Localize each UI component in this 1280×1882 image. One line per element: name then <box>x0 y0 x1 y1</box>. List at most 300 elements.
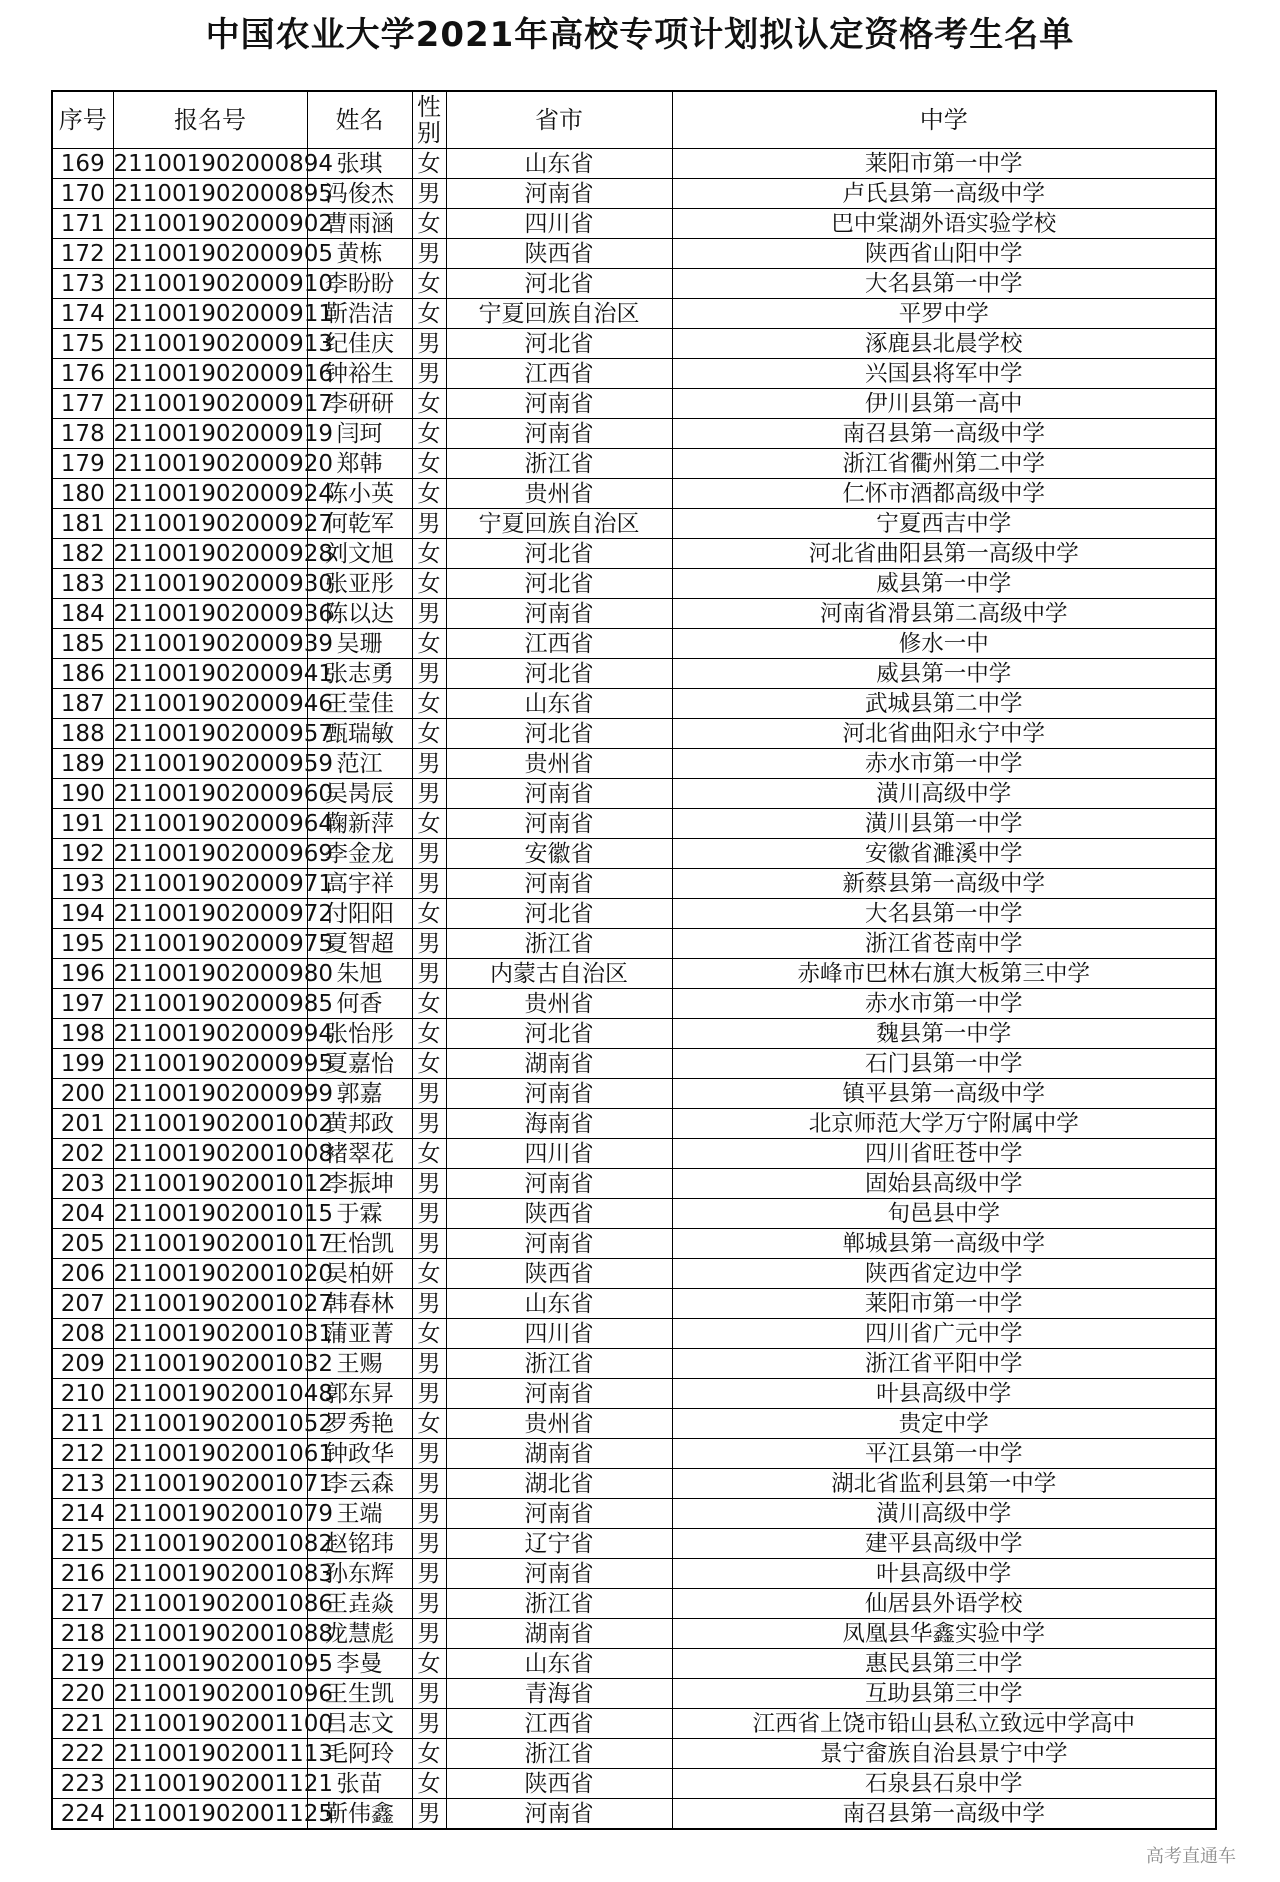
cell-index: 176 <box>52 359 113 389</box>
table-row <box>52 1769 1216 1799</box>
cell-school: 河北省曲阳永宁中学 <box>672 719 1216 749</box>
table-row <box>52 1049 1216 1079</box>
cell-province: 江西省 <box>446 1709 672 1739</box>
cell-reg-no: 211001902000972 <box>113 900 333 927</box>
cell-gender: 女 <box>412 1319 446 1349</box>
cell-province: 浙江省 <box>446 1739 672 1769</box>
cell-gender: 女 <box>412 269 446 299</box>
cell-school: 石泉县石泉中学 <box>672 1769 1216 1799</box>
header-name: 姓名 <box>307 91 412 149</box>
table-row <box>52 1439 1216 1469</box>
cell-index: 174 <box>52 299 113 329</box>
table-row <box>52 899 1216 929</box>
cell-school: 仙居县外语学校 <box>672 1589 1216 1619</box>
table-row <box>52 1409 1216 1439</box>
table-row <box>52 689 1216 719</box>
table-row <box>52 479 1216 509</box>
cell-province: 河南省 <box>446 809 672 839</box>
table-row <box>52 1139 1216 1169</box>
cell-reg-no: 211001902000924 <box>113 480 333 507</box>
cell-gender: 男 <box>412 1559 446 1589</box>
cell-school: 魏县第一中学 <box>672 1019 1216 1049</box>
cell-name: 张苗 <box>307 1769 412 1799</box>
cell-index: 193 <box>52 869 113 899</box>
cell-reg-no: 211001902000930 <box>113 570 333 597</box>
cell-school: 固始县高级中学 <box>672 1169 1216 1199</box>
cell-index: 200 <box>52 1079 113 1109</box>
cell-gender: 男 <box>412 359 446 389</box>
table-row <box>52 659 1216 689</box>
cell-gender: 女 <box>412 419 446 449</box>
table-row <box>52 719 1216 749</box>
table-row <box>52 1649 1216 1679</box>
cell-name: 闫珂 <box>307 419 412 449</box>
document-title: 中国农业大学2021年高校专项计划拟认定资格考生名单 <box>205 15 1075 55</box>
cell-index: 199 <box>52 1049 113 1079</box>
cell-school: 江西省上饶市铅山县私立致远中学高中 <box>672 1709 1216 1739</box>
cell-index: 196 <box>52 959 113 989</box>
cell-gender: 男 <box>412 1109 446 1139</box>
cell-gender: 男 <box>412 1589 446 1619</box>
cell-province: 河南省 <box>446 869 672 899</box>
cell-name: 高宇祥 <box>307 869 412 899</box>
cell-school: 惠民县第三中学 <box>672 1649 1216 1679</box>
cell-reg-no: 211001902001032 <box>113 1350 333 1377</box>
cell-province: 湖南省 <box>446 1049 672 1079</box>
table-row <box>52 1229 1216 1259</box>
cell-index: 189 <box>52 749 113 779</box>
cell-index: 223 <box>52 1769 113 1799</box>
cell-province: 河北省 <box>446 1019 672 1049</box>
cell-gender: 女 <box>412 809 446 839</box>
cell-province: 河南省 <box>446 1379 672 1409</box>
cell-school: 大名县第一中学 <box>672 899 1216 929</box>
cell-index: 173 <box>52 269 113 299</box>
table-row <box>52 1619 1216 1649</box>
cell-province: 河北省 <box>446 539 672 569</box>
cell-province: 河北省 <box>446 269 672 299</box>
cell-reg-no: 211001902000936 <box>113 600 333 627</box>
cell-reg-no: 211001902000957 <box>113 720 333 747</box>
cell-province: 河北省 <box>446 719 672 749</box>
cell-name: 张琪 <box>307 149 412 179</box>
cell-index: 212 <box>52 1439 113 1469</box>
table-row <box>52 839 1216 869</box>
cell-index: 177 <box>52 389 113 419</box>
cell-name: 李曼 <box>307 1649 412 1679</box>
cell-name: 李盼盼 <box>307 269 412 299</box>
cell-name: 靳伟鑫 <box>307 1799 412 1830</box>
cell-reg-no: 211001902001008 <box>113 1140 333 1167</box>
cell-province: 河北省 <box>446 329 672 359</box>
cell-province: 山东省 <box>446 1649 672 1679</box>
cell-reg-no: 211001902001113 <box>113 1740 333 1767</box>
cell-school: 潢川高级中学 <box>672 779 1216 809</box>
cell-province: 浙江省 <box>446 1589 672 1619</box>
cell-reg-no: 211001902001052 <box>113 1410 333 1437</box>
header-index: 序号 <box>52 91 113 149</box>
cell-school: 修水一中 <box>672 629 1216 659</box>
cell-school: 南召县第一高级中学 <box>672 1799 1216 1830</box>
table-row <box>52 629 1216 659</box>
cell-gender: 男 <box>412 1619 446 1649</box>
cell-gender: 男 <box>412 659 446 689</box>
cell-gender: 女 <box>412 1259 446 1289</box>
cell-name: 张亚彤 <box>307 569 412 599</box>
cell-school: 凤凰县华鑫实验中学 <box>672 1619 1216 1649</box>
cell-name: 付阳阳 <box>307 899 412 929</box>
table-row <box>52 1379 1216 1409</box>
table-row <box>52 1709 1216 1739</box>
cell-name: 夏嘉怡 <box>307 1049 412 1079</box>
table-row <box>52 959 1216 989</box>
cell-school: 安徽省濉溪中学 <box>672 839 1216 869</box>
header-gender-line1: 性 <box>417 93 441 121</box>
cell-index: 222 <box>52 1739 113 1769</box>
cell-reg-no: 211001902001031 <box>113 1320 333 1347</box>
cell-reg-no: 211001902001027 <box>113 1290 333 1317</box>
cell-reg-no: 211001902000960 <box>113 780 333 807</box>
cell-gender: 女 <box>412 149 446 179</box>
cell-reg-no: 211001902000980 <box>113 960 333 987</box>
cell-name: 甄瑞敏 <box>307 719 412 749</box>
cell-school: 莱阳市第一中学 <box>672 149 1216 179</box>
cell-school: 河北省曲阳县第一高级中学 <box>672 539 1216 569</box>
cell-name: 纪佳庆 <box>307 329 412 359</box>
cell-reg-no: 211001902000946 <box>113 690 333 717</box>
table-row <box>52 749 1216 779</box>
cell-school: 涿鹿县北晨学校 <box>672 329 1216 359</box>
cell-reg-no: 211001902001061 <box>113 1440 333 1467</box>
table-row <box>52 539 1216 569</box>
cell-school: 伊川县第一高中 <box>672 389 1216 419</box>
cell-name: 于霖 <box>307 1199 412 1229</box>
cell-reg-no: 211001902000939 <box>113 630 333 657</box>
cell-index: 198 <box>52 1019 113 1049</box>
cell-reg-no: 211001902001012 <box>113 1170 333 1197</box>
cell-reg-no: 211001902000941 <box>113 660 333 687</box>
cell-name: 郭东昇 <box>307 1379 412 1409</box>
cell-province: 陕西省 <box>446 1769 672 1799</box>
cell-province: 陕西省 <box>446 1259 672 1289</box>
table-row <box>52 1499 1216 1529</box>
cell-reg-no: 211001902001082 <box>113 1530 333 1557</box>
cell-index: 172 <box>52 239 113 269</box>
table-row <box>52 779 1216 809</box>
table-row <box>52 1589 1216 1619</box>
cell-school: 仁怀市酒都高级中学 <box>672 479 1216 509</box>
cell-gender: 男 <box>412 509 446 539</box>
table-row <box>52 569 1216 599</box>
cell-province: 四川省 <box>446 1319 672 1349</box>
cell-province: 浙江省 <box>446 929 672 959</box>
cell-school: 卢氏县第一高级中学 <box>672 179 1216 209</box>
table-row <box>52 359 1216 389</box>
table-row <box>52 1109 1216 1139</box>
table-row <box>52 269 1216 299</box>
cell-school: 赤水市第一中学 <box>672 989 1216 1019</box>
cell-gender: 女 <box>412 479 446 509</box>
cell-gender: 女 <box>412 539 446 569</box>
cell-province: 湖北省 <box>446 1469 672 1499</box>
table-row <box>52 449 1216 479</box>
cell-gender: 男 <box>412 869 446 899</box>
cell-name: 曹雨涵 <box>307 209 412 239</box>
cell-name: 孙东辉 <box>307 1559 412 1589</box>
cell-school: 浙江省衢州第二中学 <box>672 449 1216 479</box>
cell-gender: 男 <box>412 1469 446 1499</box>
cell-school: 叶县高级中学 <box>672 1559 1216 1589</box>
cell-gender: 女 <box>412 1739 446 1769</box>
cell-school: 赤峰市巴林右旗大板第三中学 <box>672 959 1216 989</box>
cell-index: 219 <box>52 1649 113 1679</box>
cell-name: 范江 <box>307 749 412 779</box>
cell-school: 威县第一中学 <box>672 659 1216 689</box>
cell-school: 兴国县将军中学 <box>672 359 1216 389</box>
cell-reg-no: 211001902001086 <box>113 1590 333 1617</box>
cell-gender: 女 <box>412 449 446 479</box>
cell-gender: 女 <box>412 389 446 419</box>
cell-gender: 男 <box>412 1229 446 1259</box>
cell-school: 潢川县第一中学 <box>672 809 1216 839</box>
cell-province: 江西省 <box>446 359 672 389</box>
cell-name: 王莹佳 <box>307 689 412 719</box>
cell-reg-no: 211001902000905 <box>113 240 333 267</box>
cell-school: 赤水市第一中学 <box>672 749 1216 779</box>
cell-school: 陕西省定边中学 <box>672 1259 1216 1289</box>
cell-index: 194 <box>52 899 113 929</box>
cell-reg-no: 211001902000916 <box>113 360 333 387</box>
cell-name: 李云森 <box>307 1469 412 1499</box>
cell-index: 203 <box>52 1169 113 1199</box>
cell-province: 辽宁省 <box>446 1529 672 1559</box>
cell-school: 景宁畲族自治县景宁中学 <box>672 1739 1216 1769</box>
cell-gender: 女 <box>412 1139 446 1169</box>
cell-reg-no: 211001902001017 <box>113 1230 333 1257</box>
table-row <box>52 929 1216 959</box>
cell-name: 朱旭 <box>307 959 412 989</box>
cell-index: 195 <box>52 929 113 959</box>
cell-gender: 女 <box>412 689 446 719</box>
table-row <box>52 599 1216 629</box>
table-row <box>52 1019 1216 1049</box>
cell-name: 吴柏妍 <box>307 1259 412 1289</box>
cell-reg-no: 211001902000919 <box>113 420 333 447</box>
cell-name: 王端 <box>307 1499 412 1529</box>
cell-gender: 男 <box>412 1289 446 1319</box>
cell-index: 209 <box>52 1349 113 1379</box>
cell-school: 河南省滑县第二高级中学 <box>672 599 1216 629</box>
cell-gender: 女 <box>412 1769 446 1799</box>
cell-province: 山东省 <box>446 1289 672 1319</box>
cell-province: 青海省 <box>446 1679 672 1709</box>
cell-name: 赵铭玮 <box>307 1529 412 1559</box>
cell-index: 208 <box>52 1319 113 1349</box>
cell-name: 李振坤 <box>307 1169 412 1199</box>
cell-name: 黄邦政 <box>307 1109 412 1139</box>
cell-index: 211 <box>52 1409 113 1439</box>
cell-school: 建平县高级中学 <box>672 1529 1216 1559</box>
cell-province: 贵州省 <box>446 1409 672 1439</box>
cell-name: 褚翠花 <box>307 1139 412 1169</box>
cell-gender: 男 <box>412 239 446 269</box>
cell-index: 185 <box>52 629 113 659</box>
cell-gender: 女 <box>412 899 446 929</box>
cell-gender: 男 <box>412 959 446 989</box>
cell-name: 夏智超 <box>307 929 412 959</box>
cell-name: 李金龙 <box>307 839 412 869</box>
cell-name: 韩春林 <box>307 1289 412 1319</box>
cell-gender: 男 <box>412 929 446 959</box>
cell-gender: 男 <box>412 749 446 779</box>
cell-reg-no: 211001902001121 <box>113 1770 333 1797</box>
cell-gender: 女 <box>412 569 446 599</box>
cell-school: 陕西省山阳中学 <box>672 239 1216 269</box>
cell-school: 浙江省平阳中学 <box>672 1349 1216 1379</box>
cell-province: 山东省 <box>446 149 672 179</box>
cell-index: 224 <box>52 1799 113 1830</box>
cell-province: 河南省 <box>446 599 672 629</box>
table-row <box>52 209 1216 239</box>
cell-name: 罗秀艳 <box>307 1409 412 1439</box>
cell-gender: 男 <box>412 329 446 359</box>
table-row <box>52 1169 1216 1199</box>
cell-gender: 男 <box>412 1079 446 1109</box>
cell-index: 183 <box>52 569 113 599</box>
cell-gender: 男 <box>412 1349 446 1379</box>
cell-school: 平江县第一中学 <box>672 1439 1216 1469</box>
table-row <box>52 329 1216 359</box>
cell-school: 威县第一中学 <box>672 569 1216 599</box>
cell-reg-no: 211001902001015 <box>113 1200 333 1227</box>
cell-gender: 女 <box>412 989 446 1019</box>
table-row <box>52 1559 1216 1589</box>
cell-gender: 男 <box>412 779 446 809</box>
cell-index: 190 <box>52 779 113 809</box>
table-row <box>52 1469 1216 1499</box>
cell-index: 178 <box>52 419 113 449</box>
cell-province: 陕西省 <box>446 1199 672 1229</box>
cell-province: 河南省 <box>446 779 672 809</box>
cell-school: 湖北省监利县第一中学 <box>672 1469 1216 1499</box>
cell-reg-no: 211001902001083 <box>113 1560 333 1587</box>
cell-name: 鞠新萍 <box>307 809 412 839</box>
cell-name: 何乾军 <box>307 509 412 539</box>
cell-name: 王垚焱 <box>307 1589 412 1619</box>
cell-index: 220 <box>52 1679 113 1709</box>
cell-index: 205 <box>52 1229 113 1259</box>
cell-gender: 女 <box>412 1019 446 1049</box>
cell-reg-no: 211001902000910 <box>113 270 333 297</box>
cell-reg-no: 211001902001071 <box>113 1470 333 1497</box>
cell-index: 217 <box>52 1589 113 1619</box>
candidate-table <box>51 90 1217 1830</box>
cell-name: 钟裕生 <box>307 359 412 389</box>
cell-province: 湖南省 <box>446 1619 672 1649</box>
cell-name: 吴珊 <box>307 629 412 659</box>
cell-reg-no: 211001902000895 <box>113 180 333 207</box>
table-row <box>52 1319 1216 1349</box>
cell-province: 河北省 <box>446 659 672 689</box>
cell-school: 新蔡县第一高级中学 <box>672 869 1216 899</box>
cell-gender: 男 <box>412 599 446 629</box>
cell-school: 镇平县第一高级中学 <box>672 1079 1216 1109</box>
cell-reg-no: 211001902000894 <box>113 150 333 177</box>
cell-gender: 女 <box>412 299 446 329</box>
table-row <box>52 869 1216 899</box>
cell-school: 旬邑县中学 <box>672 1199 1216 1229</box>
cell-province: 四川省 <box>446 1139 672 1169</box>
cell-index: 175 <box>52 329 113 359</box>
cell-school: 宁夏西吉中学 <box>672 509 1216 539</box>
cell-name: 何香 <box>307 989 412 1019</box>
cell-reg-no: 211001902000911 <box>113 300 333 327</box>
cell-school: 四川省旺苍中学 <box>672 1139 1216 1169</box>
cell-reg-no: 211001902000928 <box>113 540 333 567</box>
cell-name: 陈小英 <box>307 479 412 509</box>
cell-province: 河南省 <box>446 1079 672 1109</box>
cell-index: 187 <box>52 689 113 719</box>
cell-gender: 男 <box>412 1679 446 1709</box>
table-row <box>52 1739 1216 1769</box>
header-province: 省市 <box>446 91 672 149</box>
cell-gender: 男 <box>412 1529 446 1559</box>
cell-reg-no: 211001902001048 <box>113 1380 333 1407</box>
cell-gender: 男 <box>412 1499 446 1529</box>
table-row <box>52 1349 1216 1379</box>
cell-index: 218 <box>52 1619 113 1649</box>
cell-province: 宁夏回族自治区 <box>446 509 672 539</box>
cell-index: 197 <box>52 989 113 1019</box>
table-row <box>52 239 1216 269</box>
header-gender <box>412 91 446 149</box>
cell-name: 冯俊杰 <box>307 179 412 209</box>
table-header-row <box>52 91 1216 149</box>
cell-index: 204 <box>52 1199 113 1229</box>
cell-province: 河北省 <box>446 569 672 599</box>
cell-province: 河南省 <box>446 1229 672 1259</box>
cell-school: 浙江省苍南中学 <box>672 929 1216 959</box>
cell-index: 216 <box>52 1559 113 1589</box>
cell-index: 182 <box>52 539 113 569</box>
cell-school: 潢川高级中学 <box>672 1499 1216 1529</box>
cell-province: 河南省 <box>446 179 672 209</box>
cell-school: 北京师范大学万宁附属中学 <box>672 1109 1216 1139</box>
cell-province: 四川省 <box>446 209 672 239</box>
cell-school: 巴中棠湖外语实验学校 <box>672 209 1216 239</box>
header-gender-line2: 别 <box>417 119 441 147</box>
cell-gender: 男 <box>412 179 446 209</box>
cell-name: 郑韩 <box>307 449 412 479</box>
cell-province: 贵州省 <box>446 989 672 1019</box>
cell-index: 202 <box>52 1139 113 1169</box>
cell-gender: 女 <box>412 1409 446 1439</box>
cell-school: 平罗中学 <box>672 299 1216 329</box>
cell-school: 四川省广元中学 <box>672 1319 1216 1349</box>
cell-index: 221 <box>52 1709 113 1739</box>
table-body <box>52 149 1216 1830</box>
table-row <box>52 419 1216 449</box>
cell-province: 河南省 <box>446 389 672 419</box>
cell-name: 龙慧彪 <box>307 1619 412 1649</box>
cell-index: 192 <box>52 839 113 869</box>
cell-province: 浙江省 <box>446 449 672 479</box>
cell-province: 河北省 <box>446 899 672 929</box>
cell-province: 贵州省 <box>446 749 672 779</box>
cell-reg-no: 211001902000999 <box>113 1080 333 1107</box>
cell-reg-no: 211001902001125 <box>113 1799 307 1830</box>
cell-gender: 女 <box>412 719 446 749</box>
